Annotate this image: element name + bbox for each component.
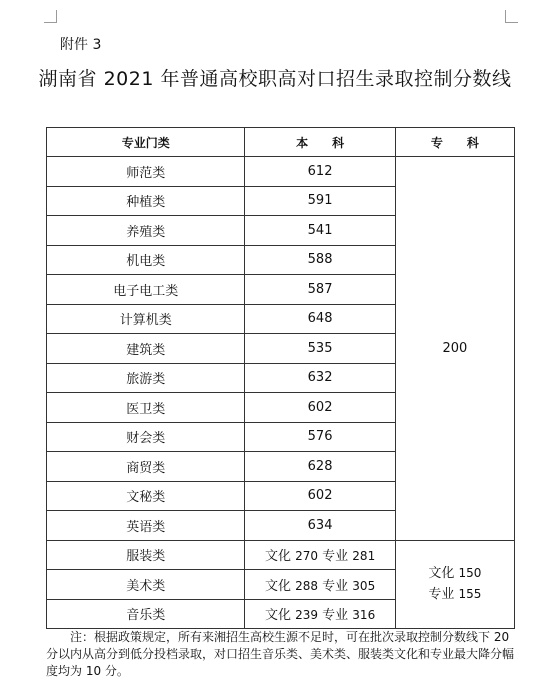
- page-title: 湖南省 2021 年普通高校职高对口招生录取控制分数线: [38, 68, 512, 90]
- culture-label: 文化: [264, 608, 291, 624]
- page-corner-mark-right: [505, 10, 518, 23]
- row-category: 养殖类: [47, 216, 245, 246]
- table-row: [47, 157, 515, 187]
- table-header-row: [47, 128, 515, 157]
- major-label: 专业: [322, 608, 349, 624]
- culture-score: 270: [295, 549, 318, 564]
- row-category: 医卫类: [47, 393, 245, 423]
- row-category: 英语类: [47, 511, 245, 541]
- row-category: 建筑类: [47, 334, 245, 364]
- row-score: 591: [245, 186, 395, 216]
- row-score: 602: [245, 393, 395, 423]
- row-category: 文秘类: [47, 481, 245, 511]
- junior-art-scores: [395, 540, 514, 629]
- row-score: 612: [245, 157, 395, 187]
- row-score: 634: [245, 511, 395, 541]
- culture-score: 150: [458, 566, 482, 581]
- table-row-art: [47, 540, 515, 570]
- row-score: 587: [245, 275, 395, 305]
- culture-label: 文化: [428, 566, 455, 582]
- row-score: 535: [245, 334, 395, 364]
- row-score: 632: [245, 363, 395, 393]
- junior-art-major: [396, 584, 514, 605]
- row-score: 541: [245, 216, 395, 246]
- major-label: 专业: [428, 587, 455, 603]
- culture-label: 文化: [264, 549, 291, 565]
- art-score-pair: [245, 599, 395, 629]
- row-score: 648: [245, 304, 395, 334]
- header-category: 专业门类: [47, 128, 245, 157]
- attachment-label: 附件 3: [60, 37, 102, 53]
- major-score: 316: [352, 608, 376, 623]
- row-category: 商贸类: [47, 452, 245, 482]
- row-category: 财会类: [47, 422, 245, 452]
- row-category: 旅游类: [47, 363, 245, 393]
- art-score-pair: [245, 540, 395, 570]
- row-category: 电子电工类: [47, 275, 245, 305]
- major-score: 155: [458, 587, 482, 602]
- row-score: 602: [245, 481, 395, 511]
- score-table: [46, 127, 515, 629]
- major-label: 专业: [322, 578, 349, 594]
- header-junior: 专 科: [395, 128, 514, 157]
- culture-label: 文化: [264, 578, 291, 594]
- culture-score: 288: [295, 578, 318, 593]
- row-score: 588: [245, 245, 395, 275]
- major-score: 305: [352, 578, 376, 593]
- art-category: 音乐类: [47, 599, 245, 629]
- art-category: 美术类: [47, 570, 245, 600]
- header-undergrad: 本 科: [245, 128, 395, 157]
- row-category: 机电类: [47, 245, 245, 275]
- row-score: 576: [245, 422, 395, 452]
- art-category: 服装类: [47, 540, 245, 570]
- major-score: 281: [352, 549, 376, 564]
- footnote: 注：根据政策规定，所有来湘招生高校生源不足时，可在批次录取控制分数线下 20 分以内从高分到低分投档录取，对口招生音乐类、美术类、服装类文化和专业最大降分幅度均为 10 分。: [46, 630, 515, 678]
- culture-score: 239: [295, 608, 318, 623]
- row-category: 种植类: [47, 186, 245, 216]
- junior-art-culture: [396, 563, 514, 584]
- row-category: 计算机类: [47, 304, 245, 334]
- row-category: 师范类: [47, 157, 245, 187]
- junior-general-score: 200: [395, 157, 514, 541]
- art-score-pair: [245, 570, 395, 600]
- row-score: 628: [245, 452, 395, 482]
- major-label: 专业: [322, 549, 349, 565]
- page-corner-mark-left: [44, 10, 57, 23]
